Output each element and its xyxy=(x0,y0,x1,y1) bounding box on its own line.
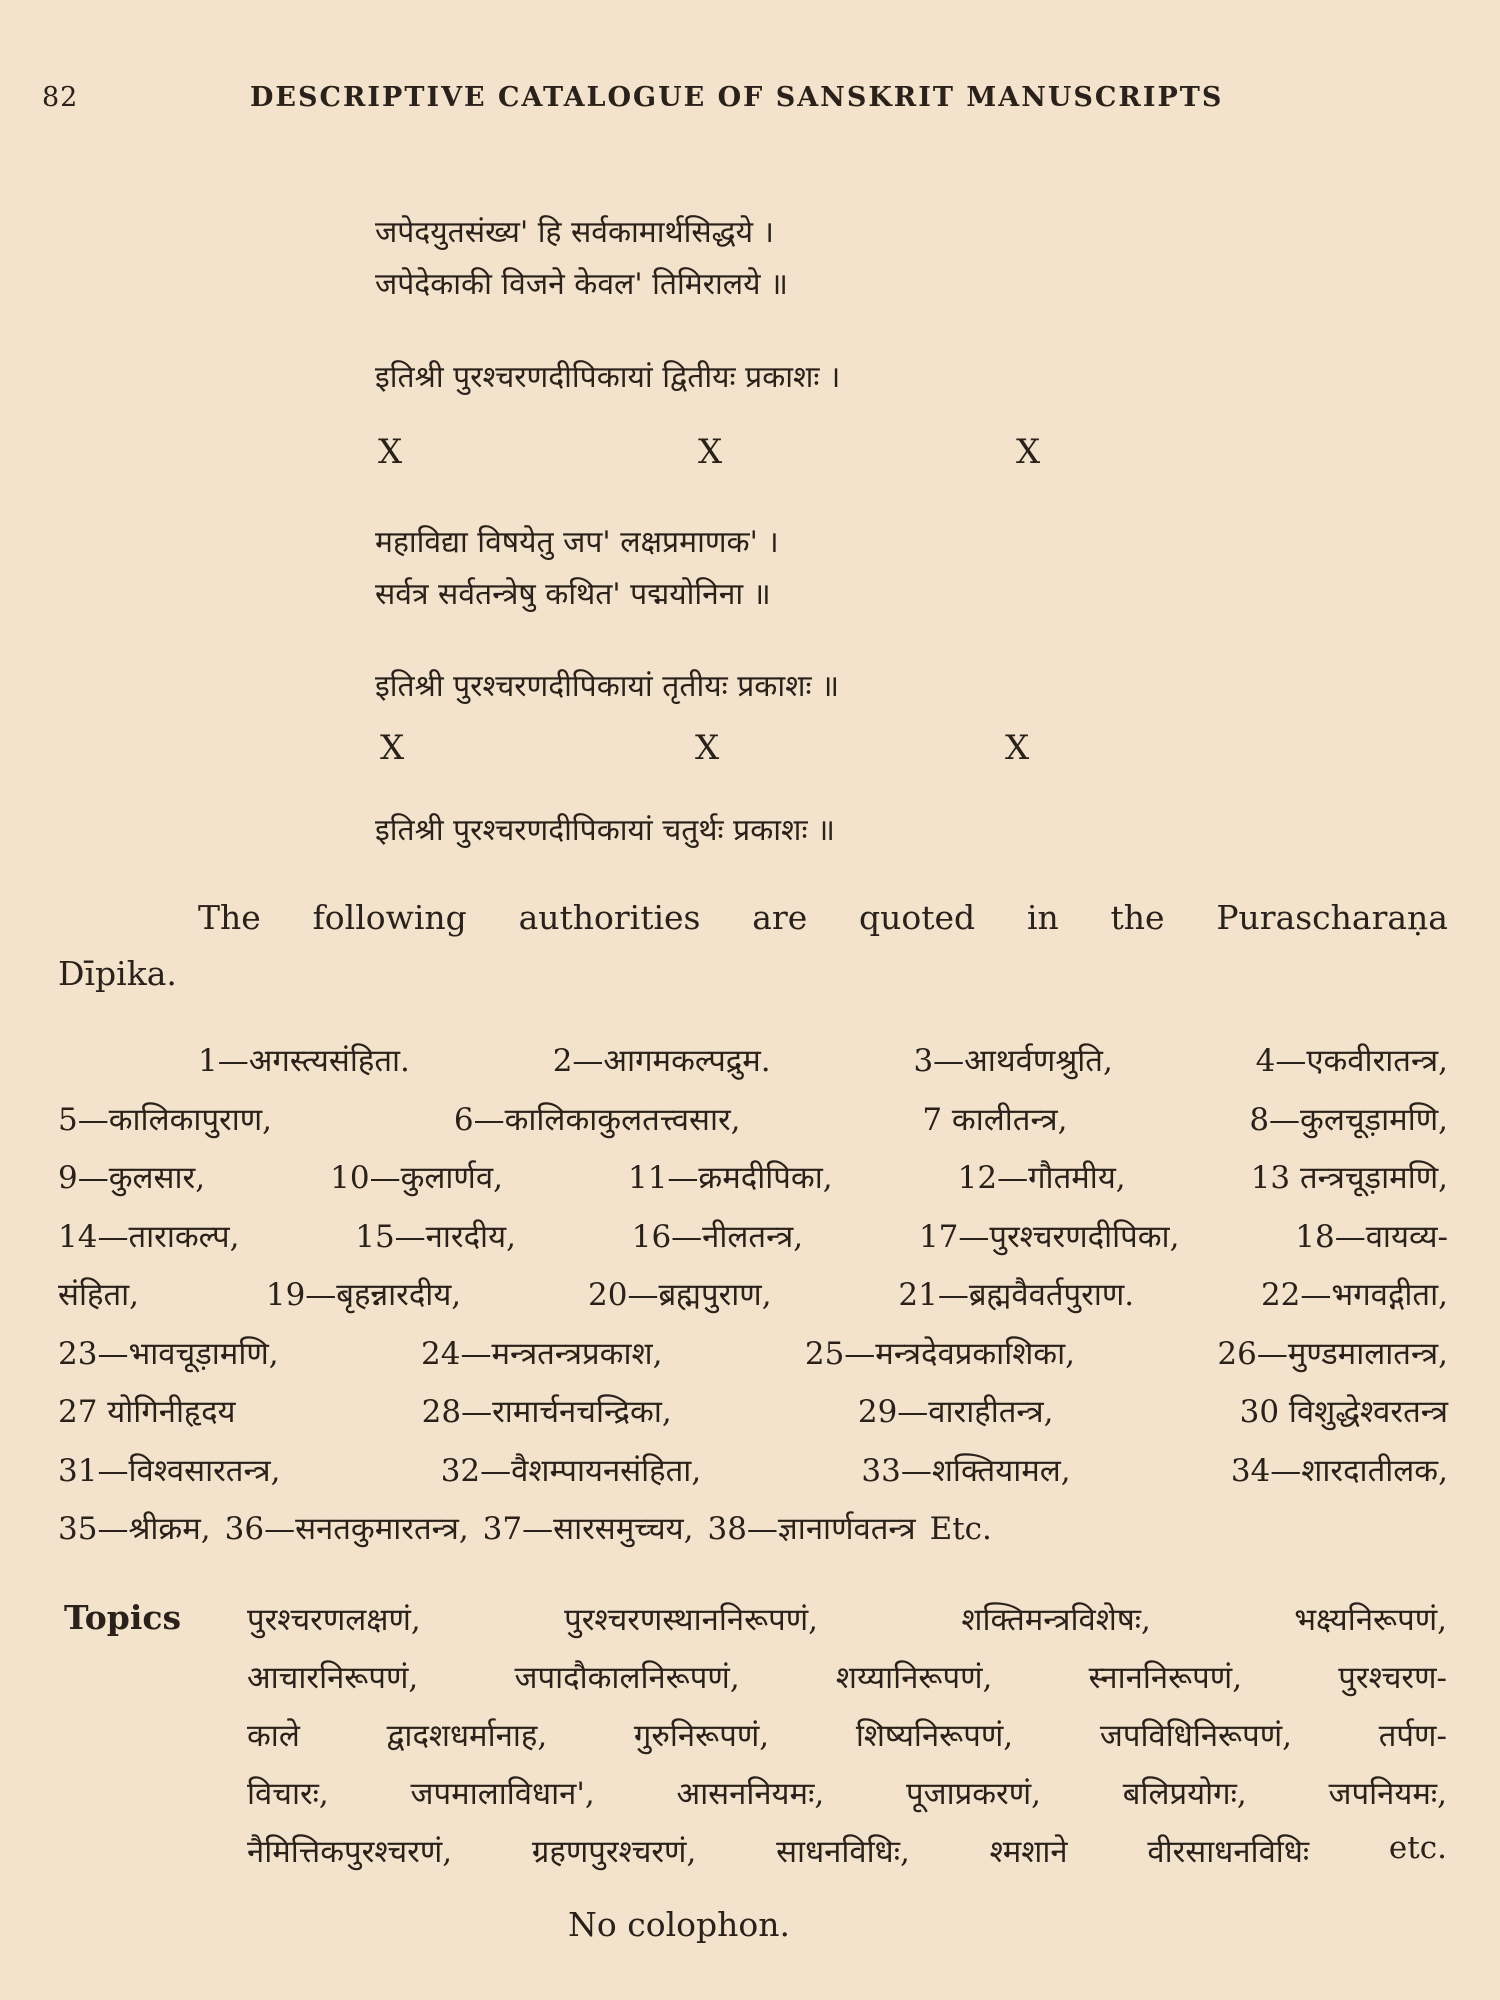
topics-label: Topics xyxy=(64,1598,182,1637)
topics-line: नैमित्तिकपुरश्चरणं, ग्रहणपुरश्चरणं, साधनविधिः, श्मशाने वीरसाधनविधिः etc. xyxy=(247,1830,1447,1870)
topics-line: आचारनिरूपणं, जपादौकालनिरूपणं, शय्यानिरूपणं, स्नाननिरूपणं, पुरश्चरण- xyxy=(247,1660,1447,1696)
topics-line: विचारः, जपमालाविधान', आसननियमः, पूजाप्रकरणं, बलिप्रयोगः, जपनियमः, xyxy=(247,1776,1447,1812)
verse-block-2 xyxy=(375,520,779,624)
authorities-line: 1—अगस्त्यसंहिता. 2—आगमकल्पद्रुम. 3—आथर्वणश्रुति, 4—एकवीरातन्त्र, xyxy=(198,1043,1448,1079)
separator-mark: X xyxy=(695,728,720,768)
chapter-colophon-4: इतिश्री पुरश्चरणदीपिकायां चतुर्थः प्रकाशः ॥ xyxy=(375,813,836,848)
running-title: DESCRIPTIVE CATALOGUE OF SANSKRIT MANUSCRIPTS xyxy=(250,82,1224,113)
topics-line: काले द्वादशधर्मानाह, गुरुनिरूपणं, शिष्यनिरूपणं, जपविधिनिरूपणं, तर्पण- xyxy=(247,1718,1447,1754)
separator-mark: X xyxy=(1005,728,1030,768)
verse-block-1 xyxy=(375,210,788,314)
chapter-colophon-3: इतिश्री पुरश्चरणदीपिकायां तृतीयः प्रकाशः ॥ xyxy=(375,669,840,704)
page-number: 82 xyxy=(42,82,79,113)
authorities-line: 14—ताराकल्प, 15—नारदीय, 16—नीलतन्त्र, 17—पुरश्चरणदीपिका, 18—वायव्य- xyxy=(58,1218,1448,1255)
intro-line-1: The following authorities are quoted in the Purascharaṇa xyxy=(198,898,1448,937)
separator-mark: X xyxy=(1016,432,1041,472)
authorities-line: 27 योगिनीहृदय 28—रामार्चनचन्द्रिका, 29—वाराहीतन्त्र, 30 विशुद्धेश्वरतन्त्र xyxy=(58,1394,1448,1430)
authorities-line: 31—विश्वसारतन्त्र, 32—वैशम्पायनसंहिता, 33—शक्तियामल, 34—शारदातीलक, xyxy=(58,1452,1448,1489)
authorities-list xyxy=(58,1032,1448,1559)
verse-line: जपेदेकाकी विजने केवल' तिमिरालये ॥ xyxy=(375,267,788,302)
intro-line-2: Dīpika. xyxy=(58,954,177,993)
verse-line: सर्वत्र सर्वतन्त्रेषु कथित' पद्मयोनिना ॥ xyxy=(375,577,771,612)
authorities-line: 23—भावचूड़ामणि, 24—मन्त्रतन्त्रप्रकाश, 25—मन्त्रदेवप्रकाशिका, 26—मुण्डमालातन्त्र, xyxy=(58,1335,1448,1372)
authorities-line: 9—कुलसार, 10—कुलार्णव, 11—क्रमदीपिका, 12—गौतमीय, 13 तन्त्रचूड़ामणि, xyxy=(58,1160,1448,1196)
authorities-line: संहिता, 19—बृहन्नारदीय, 20—ब्रह्मपुराण, 21—ब्रह्मवैवर्तपुराण. 22—भगवद्गीता, xyxy=(58,1277,1448,1313)
no-colophon-note: No colophon. xyxy=(568,1905,790,1944)
separator-mark: X xyxy=(378,432,403,472)
authorities-line: 5—कालिकापुराण, 6—कालिकाकुलतत्त्वसार, 7 कालीतन्त्र, 8—कुलचूड़ामणि, xyxy=(58,1101,1448,1138)
authorities-intro xyxy=(58,890,1448,1002)
topics-line: पुरश्चरणलक्षणं, पुरश्चरणस्थाननिरूपणं, शक्तिमन्त्रविशेषः, भक्ष्यनिरूपणं, xyxy=(247,1602,1447,1638)
topics-list xyxy=(247,1598,1447,1888)
verse-line: महाविद्या विषयेतु जप' लक्षप्रमाणक' । xyxy=(375,525,779,560)
separator-mark: X xyxy=(380,728,405,768)
separator-mark: X xyxy=(698,432,723,472)
verse-line: जपेदयुतसंख्य' हि सर्वकामार्थसिद्धये । xyxy=(375,215,774,250)
chapter-colophon-2: इतिश्री पुरश्चरणदीपिकायां द्वितीयः प्रकाशः । xyxy=(375,360,841,395)
authorities-line: 35—श्रीक्रम, 36—सनतकुमारतन्त्र, 37—सारसमुच्चय, 38—ज्ञानार्णवतन्त्र Etc. xyxy=(58,1511,992,1547)
